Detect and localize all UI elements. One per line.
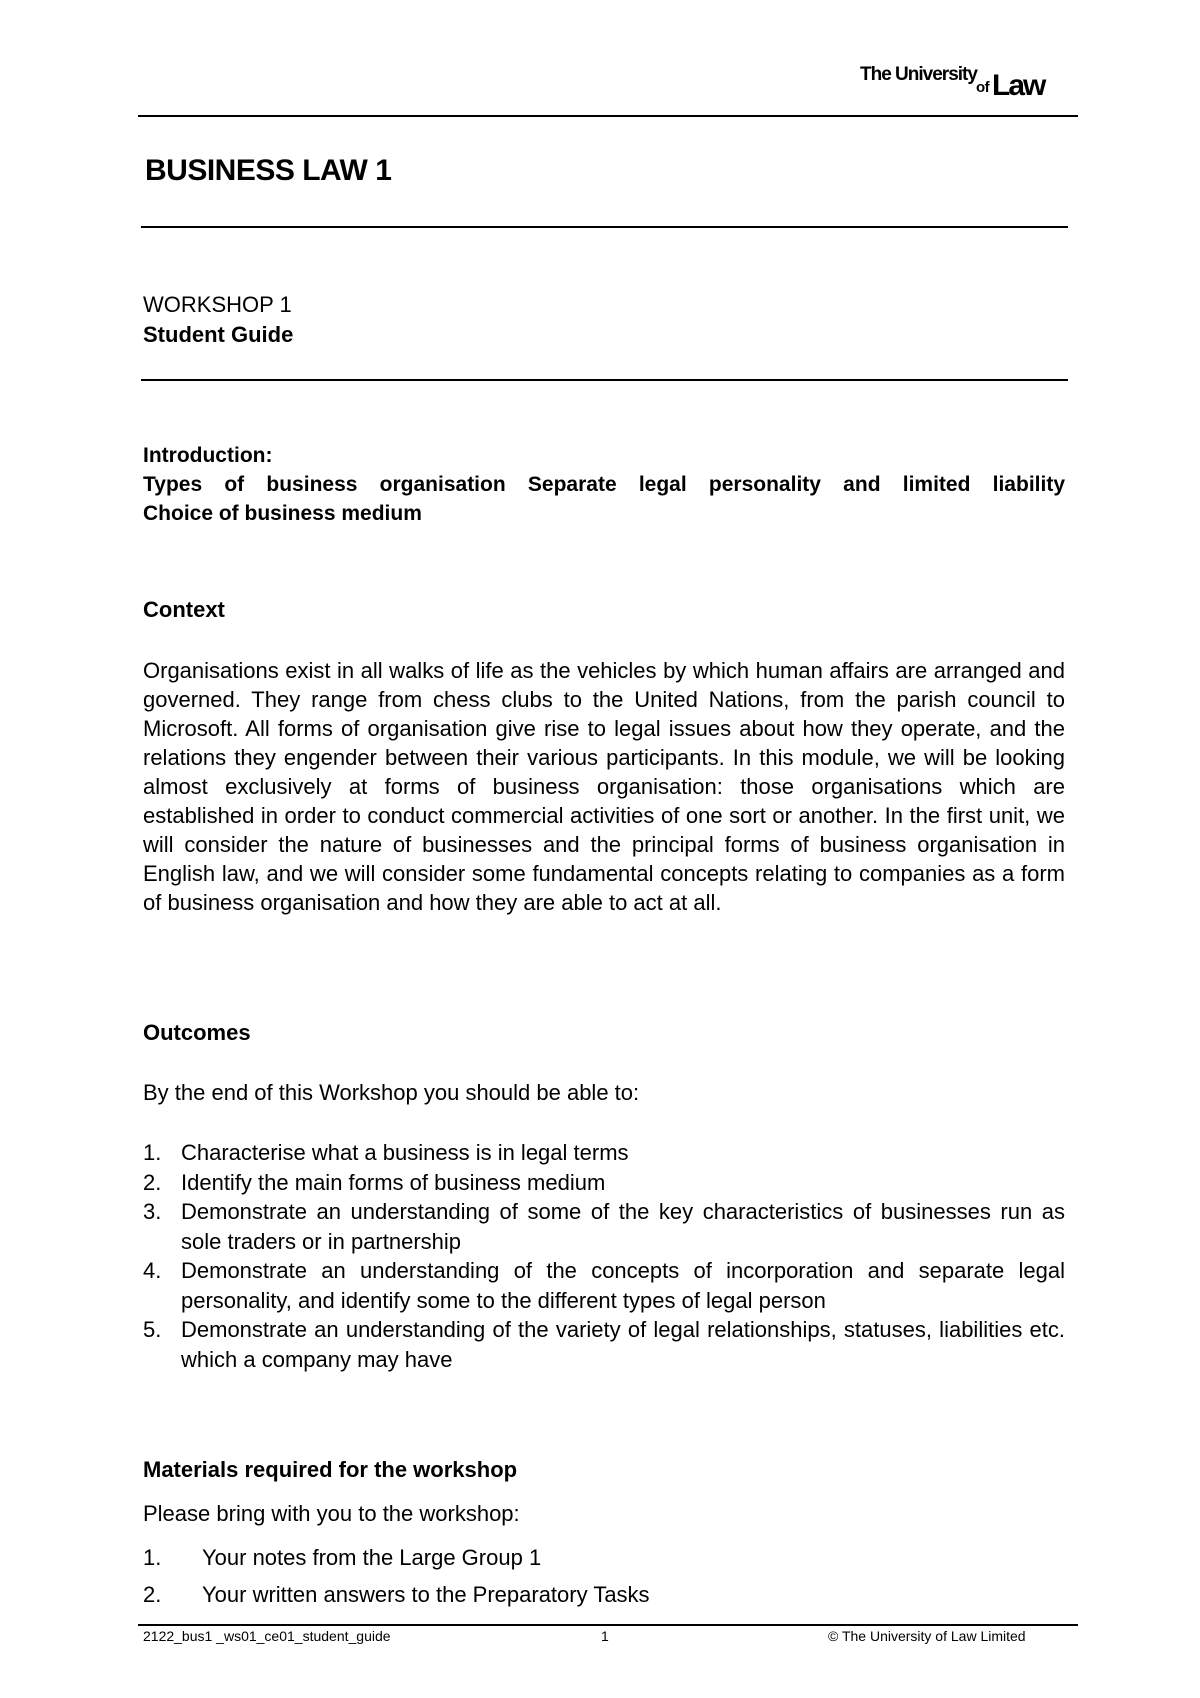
list-item-number: 2. — [143, 1169, 162, 1195]
materials-intro: Please bring with you to the workshop: — [143, 1501, 520, 1526]
materials-list — [143, 1545, 1065, 1619]
list-item — [143, 1315, 1065, 1374]
footer-page-number: 1 — [601, 1628, 609, 1644]
introduction-block — [143, 441, 1065, 528]
workshop-label: WORKSHOP 1 — [143, 292, 292, 317]
list-item-text: Demonstrate an understanding of the concepts of incorporation and separate legal personality, and identify some to the different types of legal person — [181, 1258, 1065, 1313]
introduction-label: Introduction: — [143, 444, 273, 467]
list-item — [143, 1256, 1065, 1315]
list-item-number: 1. — [143, 1140, 162, 1165]
footer-filename: 2122_bus1 _ws01_ce01_student_guide — [143, 1628, 391, 1644]
outcomes-list — [143, 1138, 1065, 1374]
workshop-subtitle: Student Guide — [143, 322, 294, 347]
logo-line-3: Law — [992, 69, 1045, 102]
context-paragraph: Organisations exist in all walks of life as the vehicles by which human affairs are arranged and governed. They range from chess clubs to the United Nations, from the parish council to Microsoft. All forms of organisation give rise to legal issues about how they operate, and the relations they engender between their various participants. In this module, we will be looking almost exclusively at forms of business organisation: those organisations which are established in order to conduct commercial activities of one sort or another. In the first unit, we will consider the nature of businesses and the principal forms of business organisation in English law, and we will consider some fundamental concepts relating to companies as a form of business organisation and how they are able to act at all. — [143, 658, 1065, 915]
list-item-text: Identify the main forms of business medium — [181, 1169, 606, 1195]
list-item-text: Characterise what a business is in legal terms — [181, 1140, 629, 1165]
list-item-text: Your notes from the Large Group 1 — [202, 1545, 542, 1570]
list-item — [143, 1197, 1065, 1256]
footer-rule — [138, 1624, 1078, 1626]
context-heading: Context — [143, 597, 225, 622]
list-item — [143, 1138, 1065, 1168]
materials-heading: Materials required for the workshop — [143, 1457, 518, 1482]
list-item-text: Demonstrate an understanding of the variety of legal relationships, statuses, liabilities etc. which a company may have — [181, 1317, 1065, 1372]
list-item — [143, 1582, 1065, 1619]
workshop-rule — [141, 379, 1068, 381]
outcomes-intro: By the end of this Workshop you should be able to: — [143, 1080, 640, 1105]
introduction-line-1: Types of business organisation Separate legal personality and limited liability — [143, 473, 1065, 496]
list-item-text: Demonstrate an understanding of some of the key characteristics of businesses run as sole traders or in partnership — [181, 1199, 1065, 1254]
list-item — [143, 1545, 1065, 1582]
footer-copyright: © The University of Law Limited — [828, 1628, 1026, 1644]
list-item-number: 4. — [143, 1258, 162, 1283]
document-title: BUSINESS LAW 1 — [145, 154, 392, 187]
introduction-line-2: Choice of business medium — [143, 502, 422, 525]
title-rule — [141, 226, 1068, 228]
list-item-number: 3. — [143, 1199, 162, 1224]
list-item-number: 1. — [143, 1545, 162, 1570]
list-item-text: Your written answers to the Preparatory Tasks — [202, 1582, 650, 1607]
logo-line-2: of — [976, 79, 990, 96]
university-logo — [860, 64, 1070, 104]
workshop-block — [143, 290, 293, 350]
header-rule — [138, 115, 1078, 117]
logo-line-1: The University — [860, 64, 977, 85]
list-item-number: 2. — [143, 1582, 162, 1607]
list-item-number: 5. — [143, 1317, 162, 1342]
outcomes-heading: Outcomes — [143, 1020, 251, 1045]
list-item — [143, 1168, 1065, 1198]
